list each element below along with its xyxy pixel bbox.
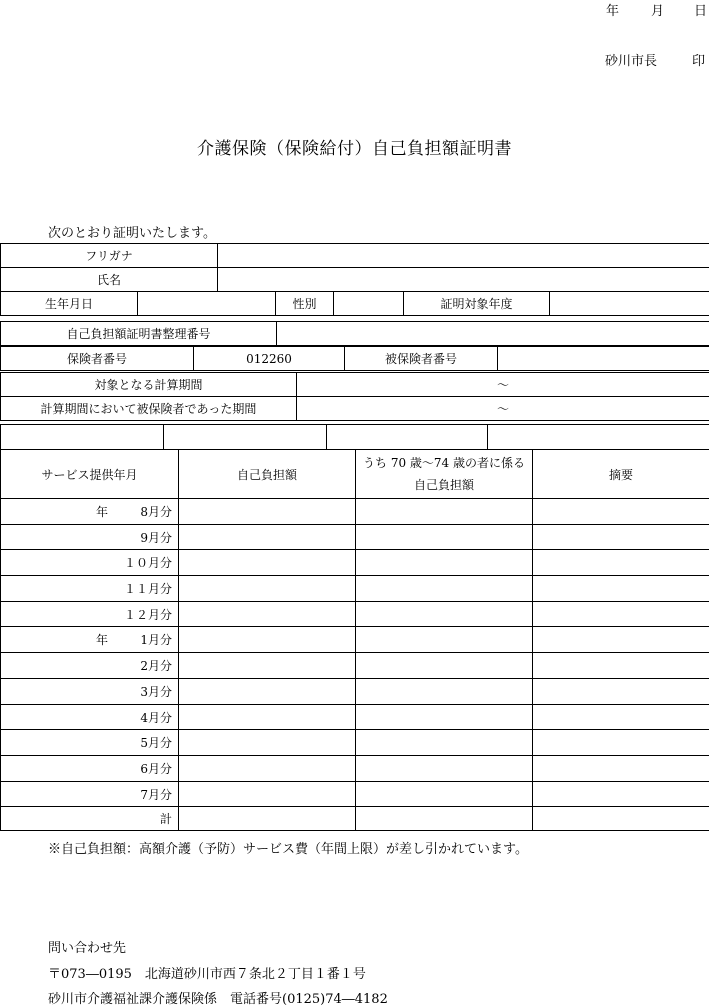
insured-period-row: [1, 397, 709, 421]
blank-table: [0, 424, 709, 450]
name-label: 氏名: [1, 268, 218, 292]
table-row: [1, 678, 709, 704]
age-cell[interactable]: [356, 601, 533, 627]
age-cell[interactable]: [356, 781, 533, 807]
header-self-pay: 自己負担額: [179, 450, 356, 499]
furigana-label: フリガナ: [1, 244, 218, 268]
month-label: 月: [651, 0, 664, 19]
service-month-label: １０月分: [124, 554, 172, 571]
age-cell[interactable]: [356, 576, 533, 602]
table-row: [1, 755, 709, 781]
service-month-cell: [1, 601, 179, 627]
total-row: [1, 807, 709, 831]
remarks-cell[interactable]: [533, 601, 709, 627]
self-pay-cell[interactable]: [179, 601, 356, 627]
service-header-row: [1, 450, 709, 499]
remarks-cell[interactable]: [533, 524, 709, 550]
remarks-cell[interactable]: [533, 730, 709, 756]
service-table: [0, 449, 709, 831]
remarks-cell[interactable]: [533, 704, 709, 730]
insured-number-field[interactable]: [498, 347, 709, 371]
self-pay-cell[interactable]: [179, 704, 356, 730]
insurer-number-label: 保険者番号: [1, 347, 194, 371]
remarks-cell[interactable]: [533, 678, 709, 704]
remarks-cell[interactable]: [533, 755, 709, 781]
insurer-table: [0, 346, 709, 371]
insured-period-field[interactable]: ～: [297, 397, 709, 421]
table-row: [1, 550, 709, 576]
service-month-label: １１月分: [124, 580, 172, 597]
service-month-label: 3月分: [140, 683, 172, 700]
name-row: [1, 268, 709, 292]
cert-number-label: 自己負担額証明書整理番号: [1, 322, 277, 346]
service-year-label: 年: [96, 503, 108, 520]
blank-row: [1, 425, 709, 450]
self-pay-cell[interactable]: [179, 653, 356, 679]
gender-label: 性別: [276, 292, 334, 316]
table-row: [1, 576, 709, 602]
blank-cell-2[interactable]: [164, 425, 327, 450]
header-age-line1: うち 70 歳～74 歳の者に係る: [356, 452, 532, 474]
mayor-label: 砂川市長: [605, 50, 657, 69]
age-cell[interactable]: [356, 678, 533, 704]
blank-cell-3[interactable]: [327, 425, 488, 450]
remarks-cell[interactable]: [533, 499, 709, 525]
table-row: [1, 627, 709, 653]
blank-cell-1[interactable]: [1, 425, 164, 450]
table-row: [1, 781, 709, 807]
age-cell[interactable]: [356, 627, 533, 653]
service-month-label: 8月分: [140, 503, 172, 520]
remarks-cell[interactable]: [533, 781, 709, 807]
service-month-cell: [1, 755, 179, 781]
service-rows: [1, 499, 709, 807]
year-label: 年: [606, 0, 619, 19]
furigana-row: [1, 244, 709, 268]
header-month: サービス提供年月: [1, 450, 179, 499]
self-pay-cell[interactable]: [179, 550, 356, 576]
self-pay-cell[interactable]: [179, 524, 356, 550]
service-month-label: 5月分: [140, 734, 172, 751]
contact-title: 問い合わせ先: [48, 937, 126, 956]
age-cell[interactable]: [356, 730, 533, 756]
self-pay-cell[interactable]: [179, 627, 356, 653]
cert-number-field[interactable]: [277, 322, 709, 346]
self-pay-cell[interactable]: [179, 781, 356, 807]
gender-field[interactable]: [334, 292, 404, 316]
birth-gender-row: [1, 292, 709, 316]
service-month-cell: [1, 499, 179, 525]
furigana-field[interactable]: [218, 244, 709, 268]
contact-office: 砂川市介護福祉課介護保険係 電話番号(0125)74―4182: [48, 988, 388, 1007]
table-row: [1, 653, 709, 679]
service-month-cell: [1, 524, 179, 550]
target-year-label: 証明対象年度: [404, 292, 550, 316]
blank-cell-4[interactable]: [488, 425, 709, 450]
remarks-cell[interactable]: [533, 550, 709, 576]
self-pay-cell[interactable]: [179, 499, 356, 525]
age-cell[interactable]: [356, 524, 533, 550]
table-row: [1, 601, 709, 627]
calc-period-row: [1, 373, 709, 397]
insurer-number-value: 012260: [194, 347, 345, 371]
insured-period-label: 計算期間において被保険者であった期間: [1, 397, 297, 421]
contact-address: 〒073―0195 北海道砂川市西７条北２丁目１番１号: [48, 963, 366, 982]
self-pay-cell[interactable]: [179, 576, 356, 602]
seal-label: 印: [692, 50, 705, 69]
day-label: 日: [694, 0, 707, 19]
birthdate-label: 生年月日: [1, 292, 138, 316]
age-cell[interactable]: [356, 704, 533, 730]
table-row: [1, 704, 709, 730]
self-pay-cell[interactable]: [179, 755, 356, 781]
personal-info-table: [0, 243, 709, 316]
age-cell[interactable]: [356, 550, 533, 576]
service-month-cell: [1, 550, 179, 576]
service-month-cell: [1, 678, 179, 704]
service-month-cell: [1, 653, 179, 679]
service-month-cell: [1, 781, 179, 807]
cert-number-row: [1, 322, 709, 346]
name-field[interactable]: [218, 268, 709, 292]
insured-number-label: 被保険者番号: [345, 347, 498, 371]
total-self-pay[interactable]: [179, 807, 356, 831]
total-age[interactable]: [356, 807, 533, 831]
age-cell[interactable]: [356, 653, 533, 679]
calc-period-field[interactable]: ～: [297, 373, 709, 397]
insurer-row: [1, 347, 709, 371]
table-row: [1, 499, 709, 525]
table-row: [1, 730, 709, 756]
service-month-label: 7月分: [140, 786, 172, 803]
service-month-label: 9月分: [140, 529, 172, 546]
remarks-cell[interactable]: [533, 576, 709, 602]
service-year-label: 年: [96, 631, 108, 648]
service-month-label: 6月分: [140, 760, 172, 777]
header-age: [356, 450, 533, 499]
total-remarks[interactable]: [533, 807, 709, 831]
target-year-field[interactable]: [550, 292, 709, 316]
age-cell[interactable]: [356, 755, 533, 781]
remarks-cell[interactable]: [533, 653, 709, 679]
table-row: [1, 524, 709, 550]
service-month-cell: [1, 704, 179, 730]
birthdate-field[interactable]: [138, 292, 276, 316]
header-age-line2: 自己負担額: [356, 474, 532, 496]
service-month-label: １２月分: [124, 606, 172, 623]
self-pay-cell[interactable]: [179, 678, 356, 704]
document-title: 介護保険（保険給付）自己負担額証明書: [0, 134, 709, 159]
cert-number-table: [0, 321, 709, 346]
service-month-label: 2月分: [140, 657, 172, 674]
note-text: ※自己負担額：高額介護（予防）サービス費（年間上限）が差し引かれています。: [48, 838, 528, 857]
calc-period-label: 対象となる計算期間: [1, 373, 297, 397]
self-pay-cell[interactable]: [179, 730, 356, 756]
service-month-cell: [1, 627, 179, 653]
age-cell[interactable]: [356, 499, 533, 525]
total-label: 計: [1, 807, 179, 831]
service-month-label: 1月分: [140, 631, 172, 648]
intro-text: 次のとおり証明いたします。: [48, 222, 216, 241]
remarks-cell[interactable]: [533, 627, 709, 653]
period-table: [0, 372, 709, 421]
service-month-label: 4月分: [140, 709, 172, 726]
service-month-cell: [1, 576, 179, 602]
header-remarks: 摘要: [533, 450, 709, 499]
service-month-cell: [1, 730, 179, 756]
